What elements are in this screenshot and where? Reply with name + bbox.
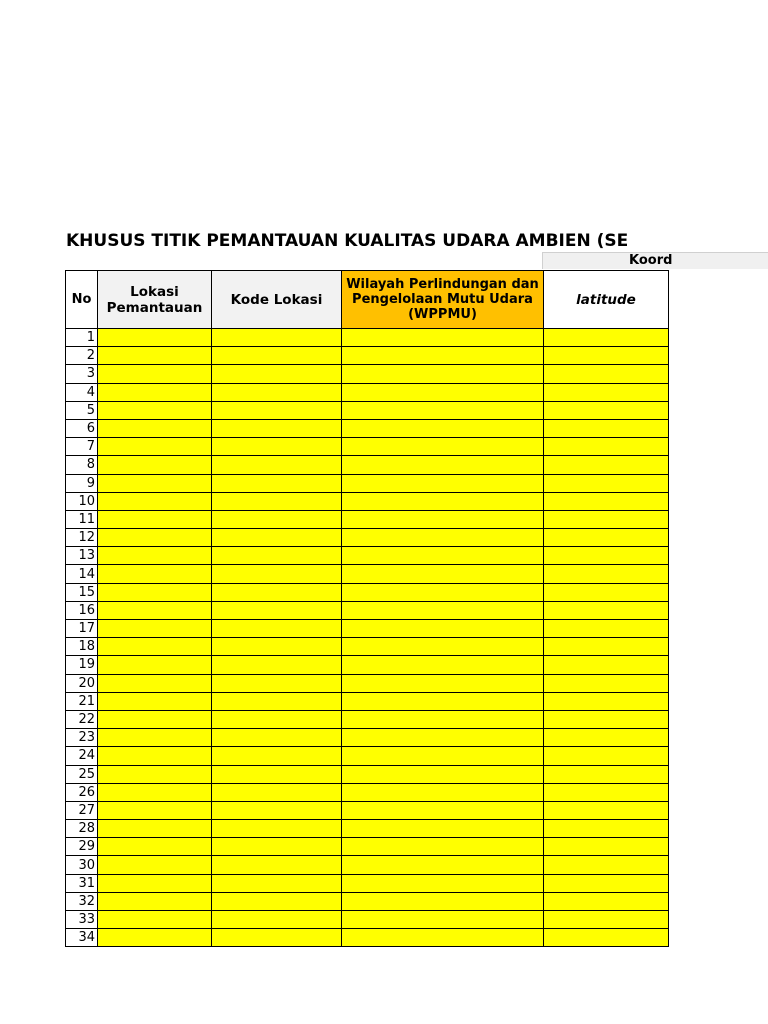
kode-cell[interactable]: [212, 929, 342, 947]
wppmu-cell[interactable]: [342, 765, 544, 783]
kode-cell[interactable]: [212, 692, 342, 710]
latitude-cell[interactable]: [544, 874, 669, 892]
latitude-cell[interactable]: [544, 492, 669, 510]
table-row: [66, 347, 669, 365]
header-wppmu[interactable]: Wilayah Perlindungan dan Pengelolaan Mutu Udara (WPPMU): [342, 271, 544, 329]
lokasi-cell[interactable]: [98, 765, 212, 783]
latitude-cell[interactable]: [544, 347, 669, 365]
kode-cell[interactable]: [212, 765, 342, 783]
kode-cell[interactable]: [212, 656, 342, 674]
table-row: [66, 474, 669, 492]
lokasi-cell[interactable]: [98, 492, 212, 510]
kode-cell[interactable]: [212, 510, 342, 528]
wppmu-cell[interactable]: [342, 820, 544, 838]
wppmu-cell[interactable]: [342, 529, 544, 547]
lokasi-cell[interactable]: [98, 438, 212, 456]
row-number-cell[interactable]: 8: [66, 456, 98, 474]
table-row: [66, 547, 669, 565]
row-number-cell[interactable]: 2: [66, 347, 98, 365]
table-row: [66, 801, 669, 819]
header-no[interactable]: No: [66, 271, 98, 329]
table-body: [66, 329, 669, 947]
table-row: [66, 365, 669, 383]
row-number-cell[interactable]: 10: [66, 492, 98, 510]
latitude-cell[interactable]: [544, 401, 669, 419]
latitude-cell[interactable]: [544, 419, 669, 437]
lokasi-cell[interactable]: [98, 510, 212, 528]
lokasi-cell[interactable]: [98, 710, 212, 728]
wppmu-cell[interactable]: [342, 347, 544, 365]
row-number-cell[interactable]: 15: [66, 583, 98, 601]
lokasi-cell[interactable]: [98, 565, 212, 583]
wppmu-cell[interactable]: [342, 801, 544, 819]
wppmu-cell[interactable]: [342, 638, 544, 656]
row-number-cell[interactable]: 22: [66, 710, 98, 728]
header-latitude[interactable]: latitude: [544, 271, 669, 329]
kode-cell[interactable]: [212, 347, 342, 365]
latitude-cell[interactable]: [544, 656, 669, 674]
latitude-cell[interactable]: [544, 929, 669, 947]
lokasi-cell[interactable]: [98, 747, 212, 765]
lokasi-cell[interactable]: [98, 729, 212, 747]
kode-cell[interactable]: [212, 565, 342, 583]
latitude-cell[interactable]: [544, 856, 669, 874]
latitude-cell[interactable]: [544, 801, 669, 819]
kode-cell[interactable]: [212, 674, 342, 692]
lokasi-cell[interactable]: [98, 692, 212, 710]
latitude-cell[interactable]: [544, 838, 669, 856]
wppmu-cell[interactable]: [342, 583, 544, 601]
kode-cell[interactable]: [212, 729, 342, 747]
latitude-cell[interactable]: [544, 529, 669, 547]
lokasi-cell[interactable]: [98, 474, 212, 492]
row-number-cell[interactable]: 32: [66, 892, 98, 910]
row-number-cell[interactable]: 26: [66, 783, 98, 801]
lokasi-cell[interactable]: [98, 620, 212, 638]
kode-cell[interactable]: [212, 747, 342, 765]
row-number-cell[interactable]: 5: [66, 401, 98, 419]
row-number-cell[interactable]: 30: [66, 856, 98, 874]
lokasi-cell[interactable]: [98, 874, 212, 892]
lokasi-cell[interactable]: [98, 456, 212, 474]
lokasi-cell[interactable]: [98, 911, 212, 929]
latitude-cell[interactable]: [544, 583, 669, 601]
kode-cell[interactable]: [212, 638, 342, 656]
lokasi-cell[interactable]: [98, 856, 212, 874]
wppmu-cell[interactable]: [342, 456, 544, 474]
kode-cell[interactable]: [212, 892, 342, 910]
lokasi-cell[interactable]: [98, 365, 212, 383]
kode-cell[interactable]: [212, 401, 342, 419]
latitude-cell[interactable]: [544, 692, 669, 710]
lokasi-cell[interactable]: [98, 383, 212, 401]
row-number-cell[interactable]: 27: [66, 801, 98, 819]
latitude-cell[interactable]: [544, 765, 669, 783]
latitude-cell[interactable]: [544, 674, 669, 692]
wppmu-cell[interactable]: [342, 856, 544, 874]
wppmu-cell[interactable]: [342, 783, 544, 801]
row-number-cell[interactable]: 29: [66, 838, 98, 856]
table-row: [66, 874, 669, 892]
latitude-cell[interactable]: [544, 783, 669, 801]
monitoring-table: [65, 270, 669, 947]
koordinat-header-label: Koord: [629, 253, 673, 268]
kode-cell[interactable]: [212, 529, 342, 547]
lokasi-cell[interactable]: [98, 329, 212, 347]
table-row: [66, 456, 669, 474]
lokasi-cell[interactable]: [98, 347, 212, 365]
lokasi-cell[interactable]: [98, 419, 212, 437]
lokasi-cell[interactable]: [98, 583, 212, 601]
kode-cell[interactable]: [212, 838, 342, 856]
wppmu-cell[interactable]: [342, 365, 544, 383]
wppmu-cell[interactable]: [342, 892, 544, 910]
table-row: [66, 438, 669, 456]
kode-cell[interactable]: [212, 365, 342, 383]
row-number-cell[interactable]: 19: [66, 656, 98, 674]
table-row: [66, 656, 669, 674]
row-number-cell[interactable]: 33: [66, 911, 98, 929]
table-row: [66, 529, 669, 547]
table-row: [66, 892, 669, 910]
wppmu-cell[interactable]: [342, 674, 544, 692]
wppmu-cell[interactable]: [342, 692, 544, 710]
row-number-cell[interactable]: 9: [66, 474, 98, 492]
wppmu-cell[interactable]: [342, 492, 544, 510]
lokasi-cell[interactable]: [98, 547, 212, 565]
wppmu-cell[interactable]: [342, 601, 544, 619]
latitude-cell[interactable]: [544, 510, 669, 528]
row-number-cell[interactable]: 12: [66, 529, 98, 547]
latitude-cell[interactable]: [544, 456, 669, 474]
lokasi-cell[interactable]: [98, 638, 212, 656]
latitude-cell[interactable]: [544, 329, 669, 347]
table-row: [66, 583, 669, 601]
table-row: [66, 729, 669, 747]
row-number-cell[interactable]: 1: [66, 329, 98, 347]
wppmu-cell[interactable]: [342, 747, 544, 765]
row-number-cell[interactable]: 25: [66, 765, 98, 783]
kode-cell[interactable]: [212, 856, 342, 874]
table-row: [66, 565, 669, 583]
row-number-cell[interactable]: 23: [66, 729, 98, 747]
kode-cell[interactable]: [212, 911, 342, 929]
table-row: [66, 510, 669, 528]
table-row: [66, 674, 669, 692]
row-number-cell[interactable]: 20: [66, 674, 98, 692]
row-number-cell[interactable]: 6: [66, 419, 98, 437]
row-number-cell[interactable]: 16: [66, 601, 98, 619]
kode-cell[interactable]: [212, 820, 342, 838]
lokasi-cell[interactable]: [98, 674, 212, 692]
wppmu-cell[interactable]: [342, 474, 544, 492]
lokasi-cell[interactable]: [98, 929, 212, 947]
header-row: [66, 271, 669, 329]
table-row: [66, 638, 669, 656]
latitude-cell[interactable]: [544, 438, 669, 456]
header-kode-lokasi[interactable]: Kode Lokasi: [212, 271, 342, 329]
table-row: [66, 747, 669, 765]
kode-cell[interactable]: [212, 620, 342, 638]
wppmu-cell[interactable]: [342, 510, 544, 528]
latitude-cell[interactable]: [544, 747, 669, 765]
latitude-cell[interactable]: [544, 820, 669, 838]
lokasi-cell[interactable]: [98, 656, 212, 674]
wppmu-cell[interactable]: [342, 729, 544, 747]
sheet-title: KHUSUS TITIK PEMANTAUAN KUALITAS UDARA AMBIEN (SE: [66, 231, 629, 251]
table-row: [66, 710, 669, 728]
row-number-cell[interactable]: 14: [66, 565, 98, 583]
row-number-cell[interactable]: 21: [66, 692, 98, 710]
table-row: [66, 492, 669, 510]
wppmu-cell[interactable]: [342, 383, 544, 401]
lokasi-cell[interactable]: [98, 801, 212, 819]
table-row: [66, 765, 669, 783]
header-lokasi-pemantauan[interactable]: Lokasi Pemantauan: [98, 271, 212, 329]
table-row: [66, 419, 669, 437]
kode-cell[interactable]: [212, 547, 342, 565]
latitude-cell[interactable]: [544, 638, 669, 656]
kode-cell[interactable]: [212, 783, 342, 801]
kode-cell[interactable]: [212, 438, 342, 456]
latitude-cell[interactable]: [544, 892, 669, 910]
kode-cell[interactable]: [212, 710, 342, 728]
kode-cell[interactable]: [212, 874, 342, 892]
wppmu-cell[interactable]: [342, 401, 544, 419]
row-number-cell[interactable]: 13: [66, 547, 98, 565]
row-number-cell[interactable]: 34: [66, 929, 98, 947]
wppmu-cell[interactable]: [342, 547, 544, 565]
latitude-cell[interactable]: [544, 565, 669, 583]
kode-cell[interactable]: [212, 474, 342, 492]
table-row: [66, 820, 669, 838]
lokasi-cell[interactable]: [98, 838, 212, 856]
row-number-cell[interactable]: 7: [66, 438, 98, 456]
kode-cell[interactable]: [212, 801, 342, 819]
latitude-cell[interactable]: [544, 710, 669, 728]
row-number-cell[interactable]: 3: [66, 365, 98, 383]
kode-cell[interactable]: [212, 419, 342, 437]
wppmu-cell[interactable]: [342, 929, 544, 947]
kode-cell[interactable]: [212, 601, 342, 619]
koordinat-header: [542, 252, 768, 269]
kode-cell[interactable]: [212, 383, 342, 401]
latitude-cell[interactable]: [544, 474, 669, 492]
table-row: [66, 838, 669, 856]
wppmu-cell[interactable]: [342, 874, 544, 892]
latitude-cell[interactable]: [544, 911, 669, 929]
table-row: [66, 329, 669, 347]
kode-cell[interactable]: [212, 583, 342, 601]
table-row: [66, 856, 669, 874]
lokasi-cell[interactable]: [98, 601, 212, 619]
latitude-cell[interactable]: [544, 365, 669, 383]
wppmu-cell[interactable]: [342, 911, 544, 929]
lokasi-cell[interactable]: [98, 892, 212, 910]
wppmu-cell[interactable]: [342, 565, 544, 583]
latitude-cell[interactable]: [544, 383, 669, 401]
row-number-cell[interactable]: 11: [66, 510, 98, 528]
wppmu-cell[interactable]: [342, 620, 544, 638]
kode-cell[interactable]: [212, 492, 342, 510]
wppmu-cell[interactable]: [342, 419, 544, 437]
lokasi-cell[interactable]: [98, 783, 212, 801]
row-number-cell[interactable]: 4: [66, 383, 98, 401]
wppmu-cell[interactable]: [342, 438, 544, 456]
table-row: [66, 601, 669, 619]
kode-cell[interactable]: [212, 329, 342, 347]
wppmu-cell[interactable]: [342, 656, 544, 674]
latitude-cell[interactable]: [544, 601, 669, 619]
row-number-cell[interactable]: 24: [66, 747, 98, 765]
table-row: [66, 620, 669, 638]
row-number-cell[interactable]: 17: [66, 620, 98, 638]
table-row: [66, 783, 669, 801]
latitude-cell[interactable]: [544, 620, 669, 638]
wppmu-cell[interactable]: [342, 329, 544, 347]
row-number-cell[interactable]: 28: [66, 820, 98, 838]
table-row: [66, 911, 669, 929]
wppmu-cell[interactable]: [342, 710, 544, 728]
lokasi-cell[interactable]: [98, 529, 212, 547]
lokasi-cell[interactable]: [98, 820, 212, 838]
kode-cell[interactable]: [212, 456, 342, 474]
row-number-cell[interactable]: 31: [66, 874, 98, 892]
latitude-cell[interactable]: [544, 729, 669, 747]
latitude-cell[interactable]: [544, 547, 669, 565]
row-number-cell[interactable]: 18: [66, 638, 98, 656]
table-row: [66, 383, 669, 401]
wppmu-cell[interactable]: [342, 838, 544, 856]
table-row: [66, 692, 669, 710]
table-row: [66, 401, 669, 419]
lokasi-cell[interactable]: [98, 401, 212, 419]
table-row: [66, 929, 669, 947]
